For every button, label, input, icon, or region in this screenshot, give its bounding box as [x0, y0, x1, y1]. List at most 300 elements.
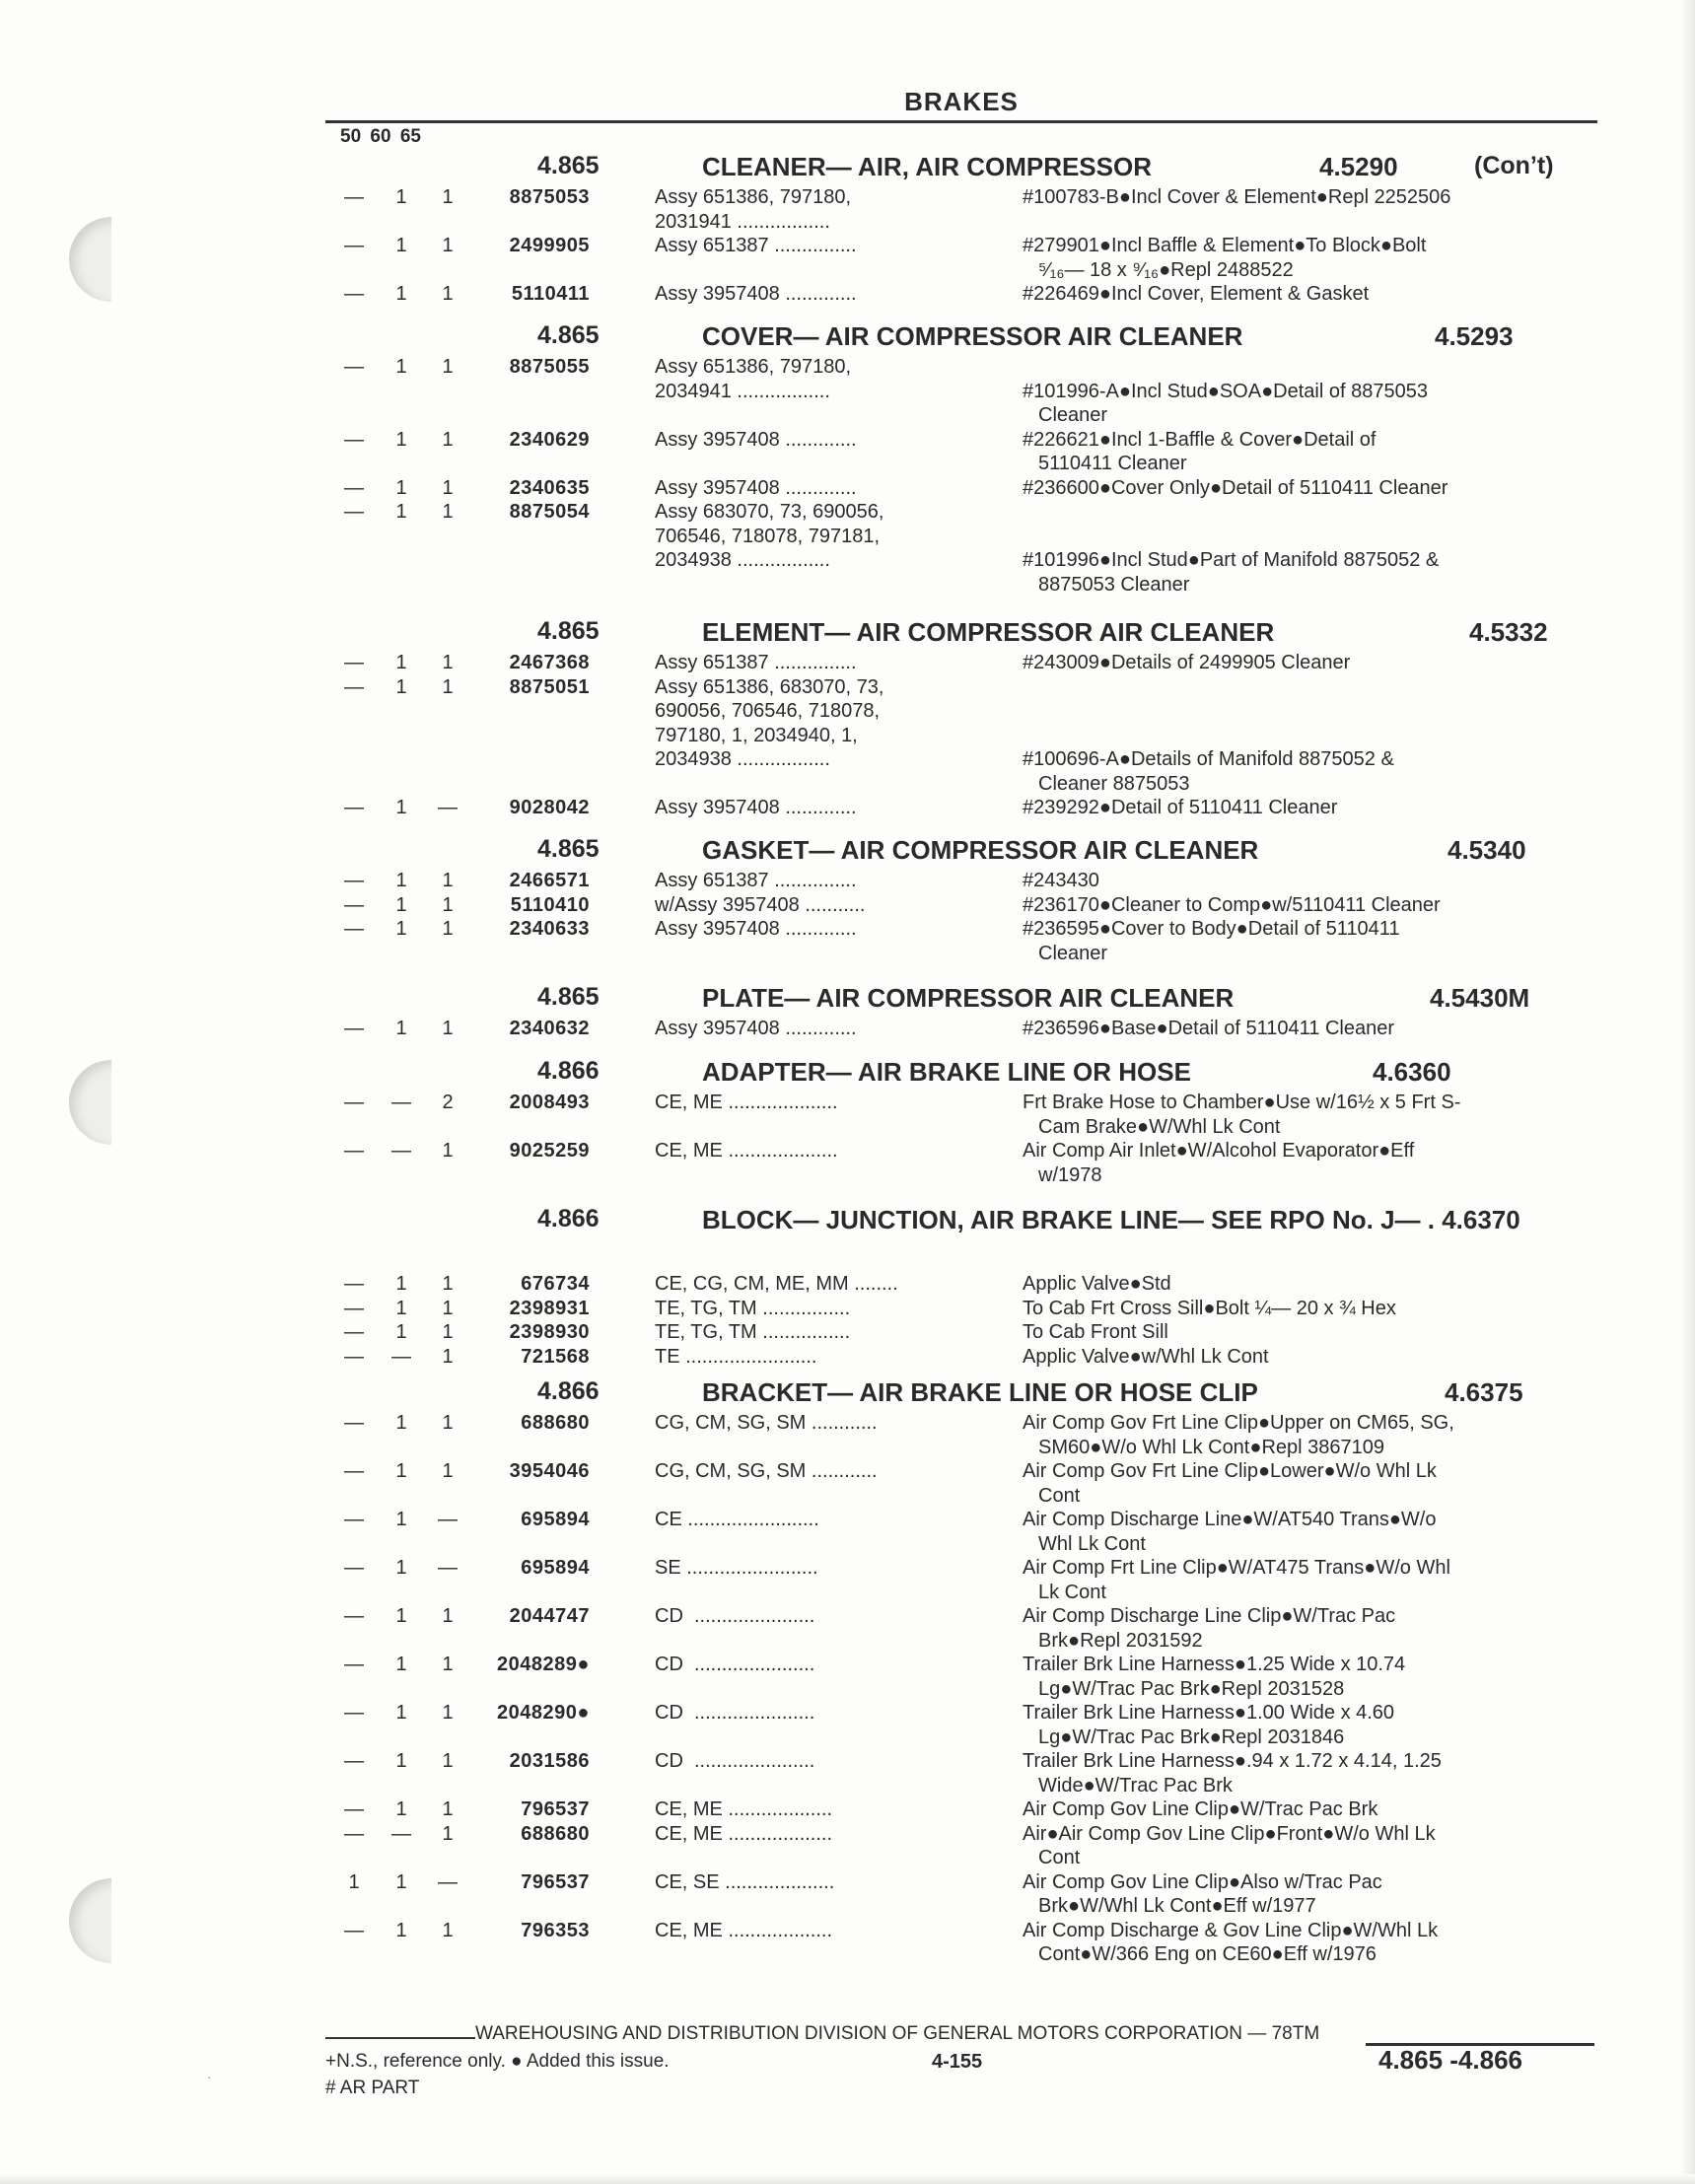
part-description: [1023, 893, 1604, 918]
description-line: Air Comp Gov Line Clip●Also w/Trac Pac: [1023, 1870, 1382, 1893]
section-name: ADAPTER— AIR BRAKE LINE OR HOSE: [702, 1057, 1191, 1087]
model-50-qty: —: [344, 1321, 364, 1343]
description-line: Air●Air Comp Gov Line Clip●Front●W/o Whl Lk: [1023, 1822, 1436, 1845]
parts-section: [0, 317, 1695, 597]
model-50-qty: —: [344, 1345, 364, 1368]
parts-section: [0, 979, 1695, 1041]
part-number: 2398931: [509, 1297, 590, 1319]
part-description: [1023, 917, 1604, 965]
section-code: 4.865: [537, 617, 600, 645]
description-line: Trailer Brk Line Harness●.94 x 1.72 x 4.14, 1.25: [1023, 1750, 1442, 1772]
description-line: [1023, 724, 1604, 748]
application-text: [655, 1653, 1005, 1677]
title-rule: [325, 120, 1597, 123]
model-65-qty: 1: [442, 283, 454, 305]
part-description: [1023, 1411, 1604, 1459]
application-text: [655, 185, 1005, 234]
section-code: 4.865: [537, 983, 600, 1011]
application-text: [655, 1797, 1005, 1822]
part-row: [0, 1017, 1695, 1041]
part-number: 8875055: [509, 356, 590, 378]
section-code: 4.865: [537, 152, 600, 179]
model-50-qty: 1: [348, 1870, 360, 1893]
model-50-qty: —: [344, 1654, 364, 1675]
part-description: [1023, 1870, 1604, 1919]
model-65-qty: 1: [442, 1297, 454, 1319]
model-50-qty: —: [344, 356, 364, 378]
section-name: BRACKET— AIR BRAKE LINE OR HOSE CLIP: [702, 1377, 1258, 1407]
application-text: [655, 1870, 1005, 1895]
application-text: [655, 428, 1005, 453]
description-line: #226621●Incl 1-Baffle & Cover●Detail of: [1023, 428, 1377, 451]
application-line: Assy 3957408 .............: [655, 476, 857, 499]
part-number: 688680: [521, 1412, 590, 1434]
description-line: #239292●Detail of 5110411 Cleaner: [1023, 797, 1338, 818]
part-description: [1023, 1345, 1604, 1370]
part-description: [1023, 234, 1604, 282]
application-line: CE, ME ....................: [655, 1092, 838, 1113]
model-60-qty: 1: [395, 1750, 407, 1772]
part-row: [0, 675, 1695, 797]
parts-section: [0, 1053, 1695, 1187]
part-description: [1023, 1556, 1604, 1604]
part-number: 2467368: [509, 652, 590, 673]
part-description: [1023, 476, 1604, 501]
part-row: [0, 355, 1695, 428]
model-60-qty: 1: [395, 476, 407, 499]
model-60-qty: 1: [395, 797, 407, 818]
model-60-qty: 1: [395, 870, 407, 891]
footer-division-line: [325, 2023, 1597, 2045]
part-number: 796353: [521, 1919, 590, 1941]
application-line: Assy 3957408 .............: [655, 797, 857, 818]
description-line: Cleaner: [1038, 942, 1108, 964]
model-60-qty: 1: [395, 1557, 407, 1579]
model-50-qty: —: [344, 1018, 364, 1039]
description-line: #101996●Incl Stud●Part of Manifold 8875052 &: [1023, 549, 1440, 571]
continued-label: (Con’t): [1474, 152, 1554, 179]
description-line: Cont: [1038, 1847, 1081, 1868]
description-line: Lg●W/Trac Pac Brk●Repl 2031846: [1038, 1726, 1345, 1748]
model-60-qty: 1: [395, 1321, 407, 1343]
part-number: 3954046: [509, 1460, 590, 1482]
description-line: #236596●Base●Detail of 5110411 Cleaner: [1023, 1018, 1395, 1039]
description-line: 5110411 Cleaner: [1038, 453, 1187, 474]
part-row: [0, 1822, 1695, 1870]
model-50-qty: —: [344, 652, 364, 673]
application-text: [655, 1320, 1005, 1345]
section-name: COVER— AIR COMPRESSOR AIR CLEANER: [702, 321, 1243, 351]
part-row: [0, 1508, 1695, 1556]
section-code: 4.865: [537, 321, 600, 349]
application-line: 797180, 1, 2034940, 1,: [655, 724, 858, 746]
part-number: 2499905: [509, 235, 590, 256]
application-line: Assy 3957408 .............: [655, 1018, 857, 1039]
application-line: Assy 3957408 .............: [655, 283, 857, 305]
application-text: [655, 1556, 1005, 1581]
application-text: [655, 1749, 1005, 1774]
part-number: 9025259: [509, 1140, 590, 1162]
part-description: [1023, 651, 1604, 675]
part-row: [0, 500, 1695, 597]
parts-section: [0, 613, 1695, 820]
description-line: Air Comp Gov Frt Line Clip●Lower●W/o Whl Lk: [1023, 1460, 1437, 1482]
model-60-qty: 1: [395, 1460, 407, 1482]
part-description: [1023, 1297, 1604, 1321]
page-range: 4.865 -4.866: [1378, 2045, 1523, 2075]
description-line: #243009●Details of 2499905 Cleaner: [1023, 652, 1351, 673]
section-header: [0, 979, 1695, 1017]
part-row: [0, 893, 1695, 918]
description-line: Air Comp Discharge & Gov Line Clip●W/Whl Lk: [1023, 1919, 1439, 1941]
part-row: [0, 796, 1695, 820]
application-line: SE ........................: [655, 1557, 818, 1579]
model-50-qty: —: [344, 1140, 364, 1162]
model-65-qty: 1: [442, 1321, 454, 1343]
description-line: Cleaner: [1038, 404, 1108, 426]
part-row: [0, 869, 1695, 893]
part-row: [0, 917, 1695, 965]
part-number: 695894: [521, 1557, 590, 1579]
part-row: [0, 1919, 1695, 1967]
part-number: 2008493: [509, 1092, 590, 1113]
section-header: [0, 148, 1695, 185]
description-line: Applic Valve●Std: [1023, 1273, 1171, 1295]
model-60-qty: 1: [395, 1509, 407, 1530]
description-line: Cam Brake●W/Whl Lk Cont: [1038, 1115, 1281, 1138]
part-number: 2340632: [509, 1018, 590, 1039]
model-50-qty: —: [344, 1273, 364, 1295]
model-50-qty: —: [344, 1412, 364, 1434]
model-65-qty: 1: [442, 476, 454, 499]
section-header: [0, 1201, 1695, 1272]
description-line: #279901●Incl Baffle & Element●To Block●Bolt: [1023, 235, 1427, 256]
application-line: CG, CM, SG, SM ............: [655, 1460, 878, 1482]
application-line: TE, TG, TM ................: [655, 1321, 851, 1343]
part-number: 796537: [521, 1798, 590, 1820]
application-text: [655, 500, 1005, 573]
application-text: [655, 796, 1005, 820]
parts-section: [0, 1374, 1695, 1967]
section-name: GASKET— AIR COMPRESSOR AIR CLEANER: [702, 835, 1259, 865]
model-60-qty: —: [391, 1092, 411, 1113]
model-65-qty: 1: [442, 235, 454, 256]
description-line: [1023, 699, 1604, 724]
application-line: CD ......................: [655, 1702, 815, 1724]
model-60-qty: 1: [395, 675, 407, 698]
model-65-qty: 1: [442, 501, 454, 523]
footer-note: +N.S., reference only. ● Added this issue.: [325, 2051, 670, 2072]
description-line: Applic Valve●w/Whl Lk Cont: [1023, 1345, 1269, 1368]
application-line: CE, ME ...................: [655, 1822, 833, 1845]
part-description: [1023, 1822, 1604, 1870]
model-60-qty: 1: [395, 1702, 407, 1724]
page-bottom-shadow: [0, 2174, 1695, 2184]
application-line: CE, ME ...................: [655, 1798, 833, 1820]
description-line: Brk●Repl 2031592: [1038, 1629, 1203, 1652]
section-code: 4.865: [537, 835, 600, 863]
application-line: CE, CG, CM, ME, MM ........: [655, 1273, 898, 1295]
description-line: SM60●W/o Whl Lk Cont●Repl 3867109: [1038, 1436, 1384, 1458]
part-row: [0, 1604, 1695, 1653]
description-line: Air Comp Discharge Line Clip●W/Trac Pac: [1023, 1605, 1396, 1627]
part-row: [0, 476, 1695, 501]
application-text: [655, 651, 1005, 675]
description-line: Air Comp Frt Line Clip●W/AT475 Trans●W/o Whl: [1023, 1557, 1450, 1579]
part-description: [1023, 796, 1604, 820]
model-65-qty: 1: [442, 186, 454, 208]
application-line: 2034938 .................: [655, 748, 830, 770]
application-text: [655, 893, 1005, 918]
description-line: #236595●Cover to Body●Detail of 5110411: [1023, 918, 1400, 940]
application-text: [655, 234, 1005, 258]
model-50-qty: —: [344, 918, 364, 940]
part-description: [1023, 282, 1604, 307]
application-text: [655, 869, 1005, 893]
part-number: 2031586: [509, 1750, 590, 1772]
application-line: CD ......................: [655, 1605, 815, 1627]
application-text: [655, 1701, 1005, 1726]
part-number: 2044747: [509, 1605, 590, 1627]
application-line: CE, ME ....................: [655, 1140, 838, 1162]
model-60-qty: 1: [395, 1798, 407, 1820]
model-50-qty: —: [344, 1605, 364, 1627]
model-50-qty: —: [344, 235, 364, 256]
section-name: PLATE— AIR COMPRESSOR AIR CLEANER: [702, 983, 1235, 1013]
application-text: [655, 1411, 1005, 1436]
model-65-qty: 1: [442, 918, 454, 940]
model-60-qty: 1: [395, 356, 407, 378]
model-column-header: 50 60 65: [340, 126, 421, 147]
part-row: [0, 1653, 1695, 1701]
part-description: [1023, 1139, 1604, 1187]
section-group-number: 4.6375: [1445, 1377, 1523, 1407]
model-65-qty: 1: [442, 1460, 454, 1482]
description-line: ⁵⁄₁₆— 18 x ⁹⁄₁₆●Repl 2488522: [1038, 258, 1294, 281]
description-line: #243430: [1023, 870, 1099, 891]
model-65-qty: 1: [442, 1750, 454, 1772]
section-header: [0, 1374, 1695, 1411]
model-65-qty: 2: [442, 1092, 454, 1113]
model-65-qty: —: [438, 1509, 458, 1530]
model-50-qty: —: [344, 1750, 364, 1772]
part-number: 5110411: [511, 283, 590, 305]
part-row: [0, 1320, 1695, 1345]
model-65-qty: —: [438, 797, 458, 818]
part-number: 676734: [521, 1273, 590, 1295]
model-60-qty: 1: [395, 1654, 407, 1675]
part-description: [1023, 1508, 1604, 1556]
application-text: [655, 476, 1005, 501]
part-row: [0, 1091, 1695, 1139]
application-text: [655, 1459, 1005, 1484]
application-line: CE, ME ...................: [655, 1919, 833, 1941]
part-description: [1023, 185, 1604, 210]
model-50-qty: —: [344, 1557, 364, 1579]
model-65-qty: 1: [442, 356, 454, 378]
model-60-qty: 1: [395, 1919, 407, 1941]
part-description: [1023, 1604, 1604, 1653]
part-row: [0, 651, 1695, 675]
parts-section: [0, 1201, 1695, 1369]
model-50-qty: —: [344, 675, 364, 698]
description-line: Air Comp Discharge Line●W/AT540 Trans●W/o: [1023, 1509, 1437, 1530]
model-65-qty: 1: [442, 1345, 454, 1368]
section-name: CLEANER— AIR, AIR COMPRESSOR: [702, 152, 1152, 181]
part-number: 695894: [521, 1509, 590, 1530]
description-line: Wide●W/Trac Pac Brk: [1038, 1774, 1233, 1797]
description-line: Air Comp Air Inlet●W/Alcohol Evaporator●Eff: [1023, 1140, 1415, 1162]
application-line: Assy 651386, 797180,: [655, 356, 852, 378]
model-65-qty: —: [438, 1870, 458, 1893]
page-number: 4-155: [932, 2051, 983, 2073]
section-group-number: 4.5293: [1435, 321, 1514, 351]
model-65-qty: 1: [442, 652, 454, 673]
page-title: BRAKES: [904, 87, 1019, 116]
description-line: #100783-B●Incl Cover & Element●Repl 2252506: [1023, 186, 1451, 208]
part-number: 8875051: [509, 675, 590, 698]
model-60-qty: 1: [395, 235, 407, 256]
description-line: Cont●W/366 Eng on CE60●Eff w/1976: [1038, 1943, 1377, 1965]
part-description: [1023, 1749, 1604, 1797]
description-line: To Cab Frt Cross Sill●Bolt ¼— 20 x ¾ Hex: [1023, 1297, 1396, 1319]
application-line: Assy 3957408 .............: [655, 918, 857, 940]
model-50-qty: —: [344, 870, 364, 891]
application-line: CD ......................: [655, 1750, 815, 1772]
application-text: [655, 1091, 1005, 1115]
part-number: 5110410: [510, 893, 590, 916]
model-50-qty: —: [344, 476, 364, 499]
model-60-qty: —: [391, 1345, 411, 1368]
part-row: [0, 1870, 1695, 1919]
description-line: Air Comp Gov Line Clip●W/Trac Pac Brk: [1023, 1798, 1378, 1820]
part-number: 8875054: [509, 501, 590, 523]
part-row: [0, 1411, 1695, 1459]
description-line: [1023, 500, 1604, 525]
part-row: [0, 1297, 1695, 1321]
application-text: [655, 355, 1005, 403]
application-text: [655, 282, 1005, 307]
parts-section: [0, 148, 1695, 307]
application-line: CD ......................: [655, 1654, 815, 1675]
description-line: Cont: [1038, 1484, 1081, 1507]
footer-ar-note: # AR PART: [325, 2078, 420, 2098]
footer-division: WAREHOUSING AND DISTRIBUTION DIVISION OF GENERAL MOTORS CORPORATION — 78TM: [475, 2023, 1320, 2044]
part-number: 2340629: [509, 428, 590, 451]
part-number: 2048289●: [497, 1654, 590, 1675]
application-line: Assy 651386, 797180,: [655, 186, 852, 208]
part-number: 8875053: [509, 186, 590, 208]
part-number: 2398930: [509, 1321, 590, 1343]
application-text: [655, 1017, 1005, 1041]
model-60-qty: 1: [395, 428, 407, 451]
model-50-qty: —: [344, 283, 364, 305]
application-line: 2034941 .................: [655, 380, 830, 402]
description-line: 8875053 Cleaner: [1038, 573, 1190, 596]
description-line: Trailer Brk Line Harness●1.25 Wide x 10.74: [1023, 1654, 1406, 1675]
section-code: 4.866: [537, 1377, 600, 1405]
part-description: [1023, 675, 1604, 797]
part-description: [1023, 1701, 1604, 1749]
description-line: Lg●W/Trac Pac Brk●Repl 2031528: [1038, 1677, 1345, 1700]
model-60-qty: 1: [395, 652, 407, 673]
part-number: 796537: [521, 1870, 590, 1893]
model-50-qty: —: [344, 1822, 364, 1845]
application-text: [655, 1272, 1005, 1297]
application-line: Assy 651387 ...............: [655, 870, 857, 891]
model-65-qty: 1: [442, 1605, 454, 1627]
section-header: [0, 613, 1695, 651]
description-line: Frt Brake Hose to Chamber●Use w/16½ x 5 Frt S-: [1023, 1092, 1461, 1113]
application-line: 690056, 706546, 718078,: [655, 700, 880, 722]
application-line: Assy 683070, 73, 690056,: [655, 501, 884, 523]
model-50-qty: —: [344, 428, 364, 451]
model-60-qty: 1: [395, 283, 407, 305]
model-65-qty: 1: [442, 1702, 454, 1724]
part-description: [1023, 1091, 1604, 1139]
part-description: [1023, 1797, 1604, 1822]
application-line: Assy 3957408 .............: [655, 428, 857, 451]
model-65-qty: 1: [442, 1822, 454, 1845]
part-row: [0, 1701, 1695, 1749]
description-line: [1023, 525, 1604, 549]
model-60-qty: 1: [395, 1273, 407, 1295]
section-code: 4.866: [537, 1057, 600, 1085]
parts-section: [0, 831, 1695, 965]
part-number: 721568: [521, 1345, 590, 1368]
description-line: Trailer Brk Line Harness●1.00 Wide x 4.60: [1023, 1702, 1395, 1724]
application-line: 2034938 .................: [655, 549, 830, 571]
application-text: [655, 1345, 1005, 1370]
application-line: CG, CM, SG, SM ............: [655, 1412, 878, 1434]
part-number: 2048290●: [497, 1702, 590, 1724]
application-line: Assy 651387 ...............: [655, 652, 857, 673]
model-60-qty: 1: [395, 918, 407, 940]
application-text: [655, 1919, 1005, 1943]
model-65-qty: 1: [442, 1273, 454, 1295]
model-50-qty: —: [344, 1702, 364, 1724]
section-group-number: 4.6360: [1373, 1057, 1451, 1087]
part-description: [1023, 869, 1604, 893]
application-line: 706546, 718078, 797181,: [655, 525, 880, 547]
application-line: Assy 651386, 683070, 73,: [655, 675, 884, 698]
model-65-qty: 1: [442, 1412, 454, 1434]
section-header: [0, 831, 1695, 869]
section-name: BLOCK— JUNCTION, AIR BRAKE LINE— SEE RPO No. J— . 4.6370: [702, 1205, 1520, 1234]
section-group-number: 4.5430M: [1430, 983, 1530, 1013]
application-line: TE, TG, TM ................: [655, 1297, 851, 1319]
description-line: [1023, 355, 1604, 380]
model-50-qty: —: [344, 1460, 364, 1482]
model-50-qty: —: [344, 1509, 364, 1530]
description-line: [1023, 675, 1604, 700]
description-line: Whl Lk Cont: [1038, 1532, 1146, 1555]
part-description: [1023, 1272, 1604, 1297]
part-description: [1023, 428, 1604, 476]
model-65-qty: 1: [442, 1140, 454, 1162]
model-50-qty: —: [344, 501, 364, 523]
model-60-qty: —: [391, 1822, 411, 1845]
part-description: [1023, 1459, 1604, 1508]
section-header: [0, 317, 1695, 355]
section-header: [0, 1053, 1695, 1091]
model-65-qty: 1: [442, 1654, 454, 1675]
part-row: [0, 282, 1695, 307]
description-line: #100696-A●Details of Manifold 8875052 &: [1023, 748, 1394, 770]
part-description: [1023, 1320, 1604, 1345]
description-line: Cleaner 8875053: [1038, 772, 1190, 795]
model-60-qty: —: [391, 1140, 411, 1162]
